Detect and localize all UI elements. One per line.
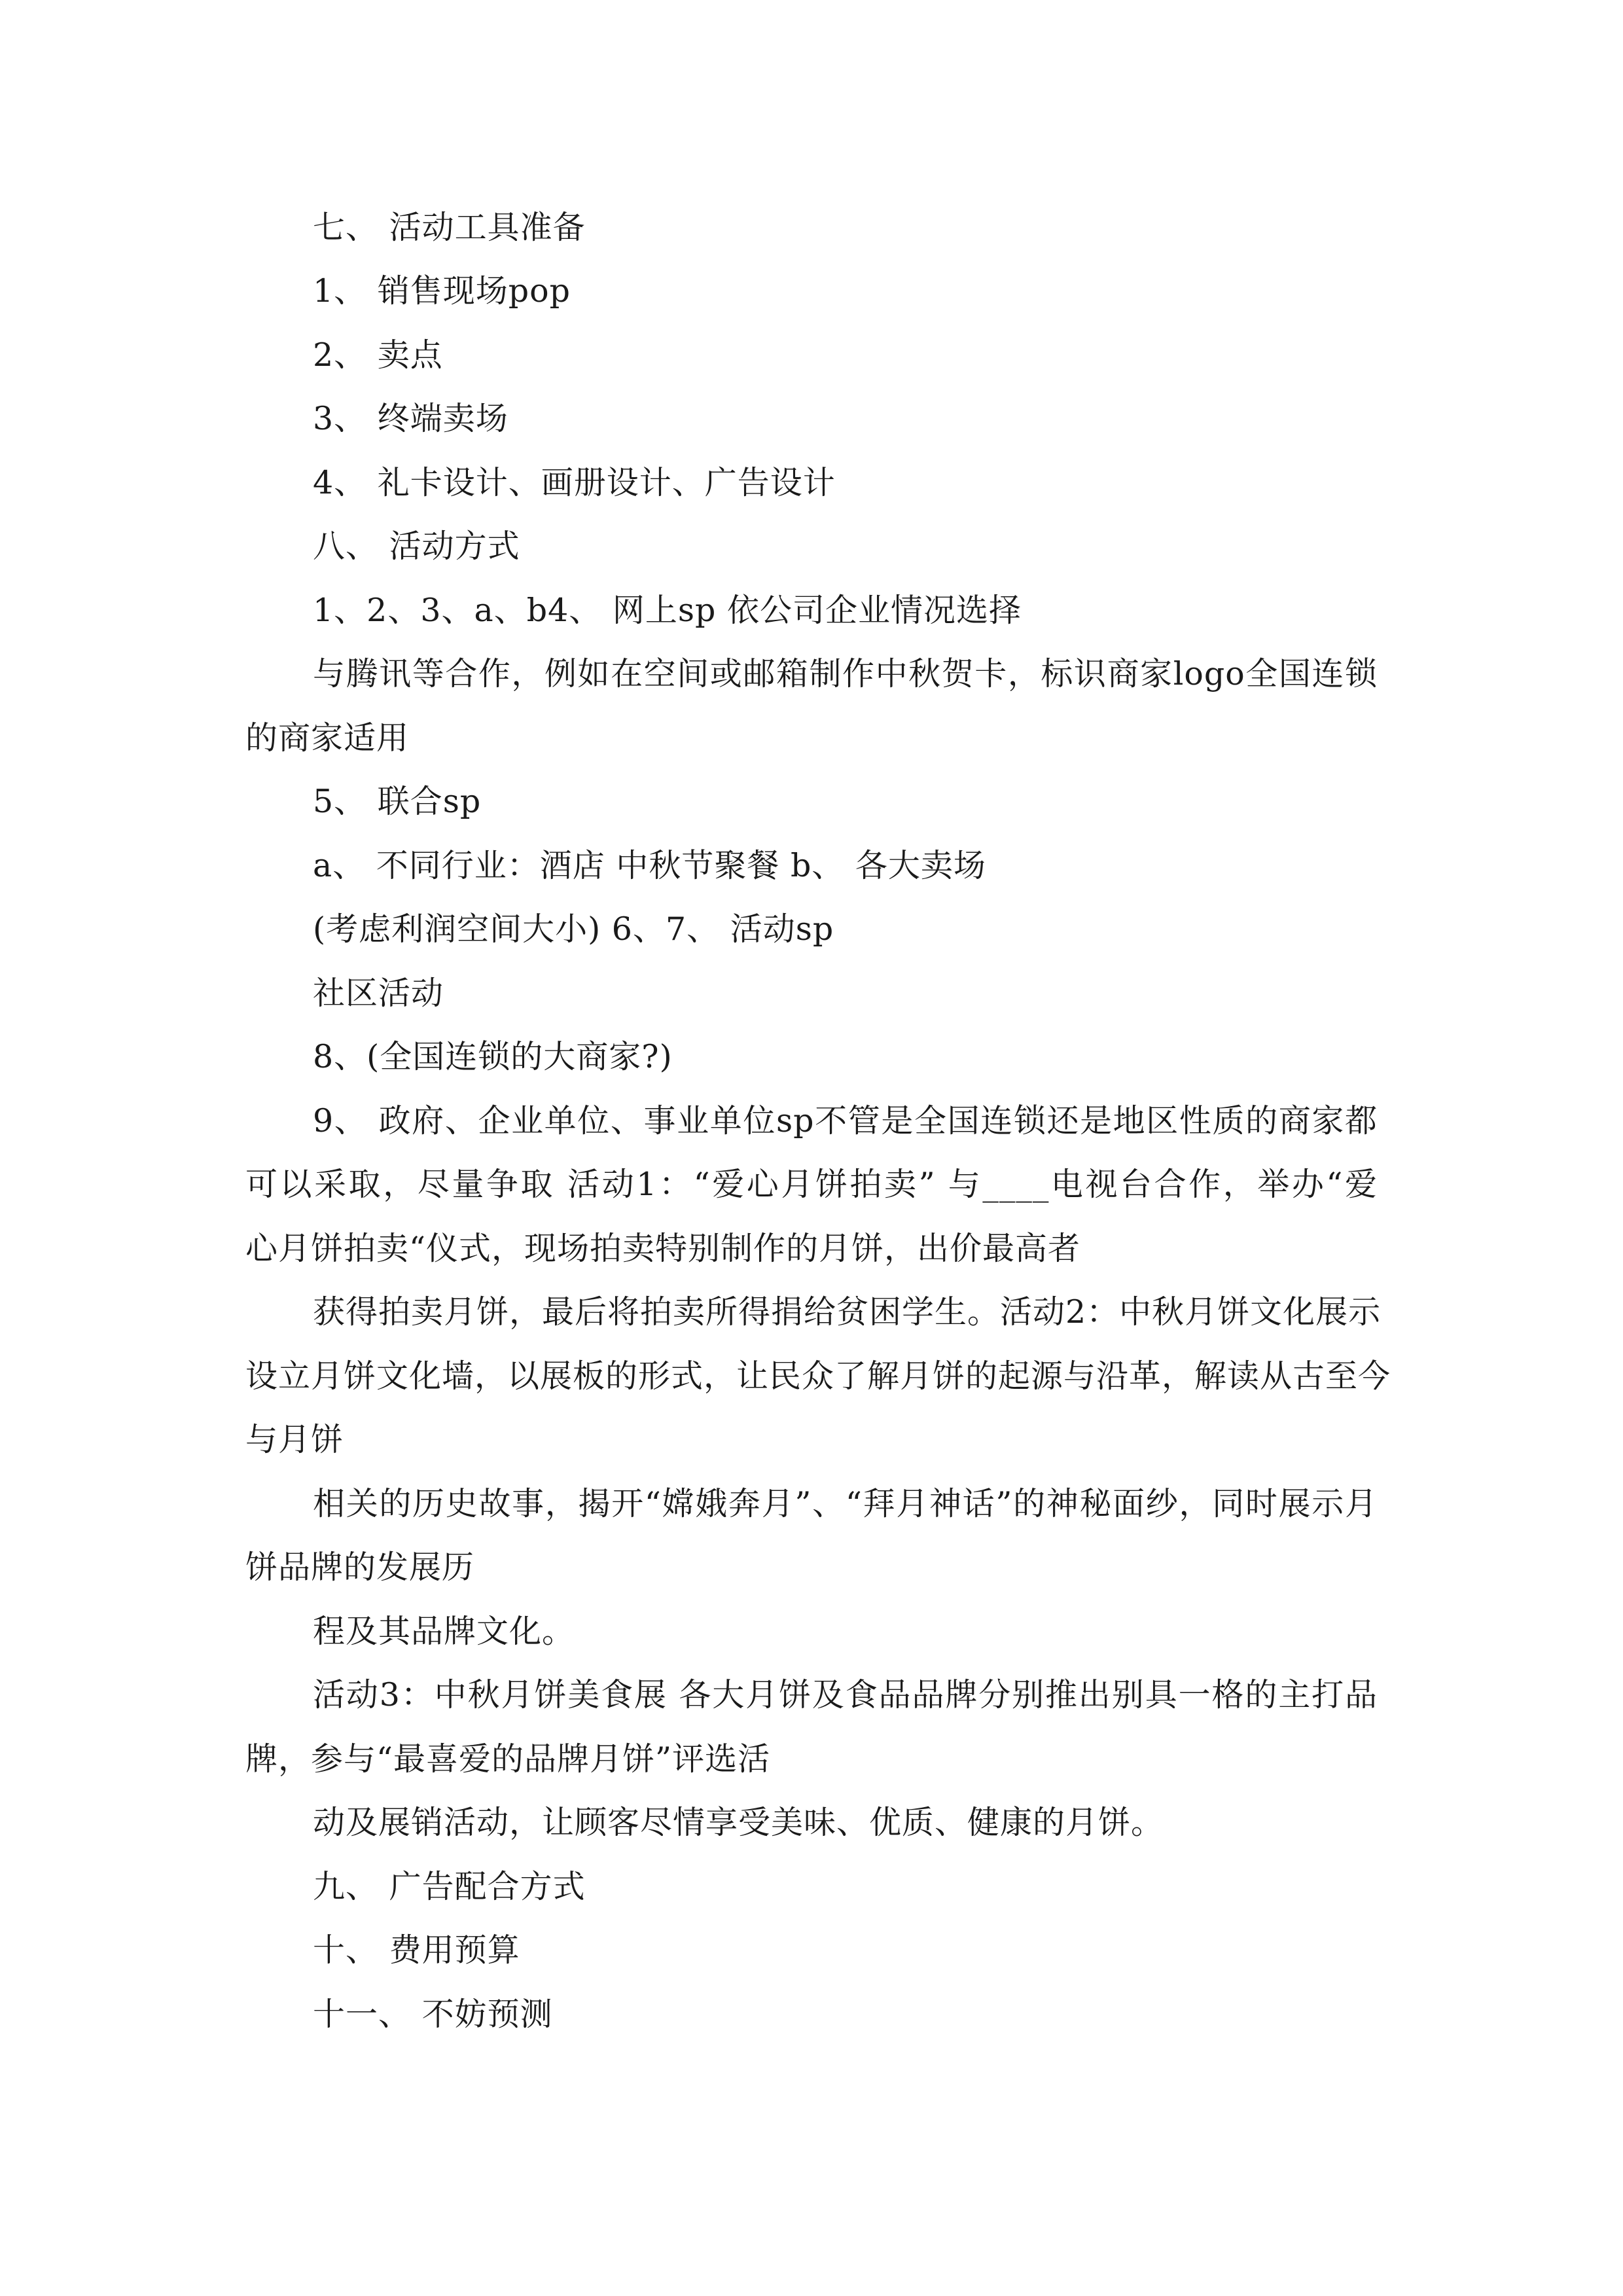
list-item-3: 3、 终端卖场: [313, 400, 508, 437]
paragraph-line: 饼品牌的发展历: [245, 1549, 475, 1586]
paragraph-line: 的商家适用: [245, 719, 410, 757]
list-item-1: 1、 销售现场pop: [313, 272, 571, 310]
list-item-8: 8、(全国连锁的大商家?): [313, 1038, 673, 1075]
section-10-heading: 十、 费用预算: [313, 1931, 520, 1969]
paragraph-line: 社区活动: [313, 975, 444, 1012]
list-item-4: 4、 礼卡设计、画册设计、广告设计: [313, 464, 836, 501]
paragraph-line: 程及其品牌文化。: [313, 1613, 575, 1650]
section-9-heading: 九、 广告配合方式: [313, 1868, 586, 1905]
list-item-9: 9、 政府、企业单位、事业单位sp不管是全国连锁还是地区性质的商家都: [313, 1102, 1378, 1139]
paragraph-line: 心月饼拍卖“仪式，现场拍卖特别制作的月饼，出价最高者: [245, 1230, 1081, 1267]
paragraph-line: 牌，参与“最喜爱的品牌月饼”评选活: [245, 1740, 771, 1778]
section-11-heading: 十一、 不妨预测: [313, 1996, 553, 2033]
paragraph-line: 与腾讯等合作，例如在空间或邮箱制作中秋贺卡，标识商家logo全国连锁: [313, 655, 1378, 692]
list-item-5: 5、 联合sp: [313, 783, 482, 820]
paragraph-line: 获得拍卖月饼，最后将拍卖所得捐给贫困学生。活动2：中秋月饼文化展示: [313, 1293, 1382, 1331]
paragraph-line: 1、2、3、a、b4、 网上sp 依公司企业情况选择: [313, 592, 1022, 629]
paragraph-line: a、 不同行业：酒店 中秋节聚餐 b、 各大卖场: [313, 847, 986, 884]
paragraph-line: 设立月饼文化墙，以展板的形式，让民众了解月饼的起源与沿革，解读从古至今: [245, 1357, 1391, 1395]
list-item-2: 2、 卖点: [313, 336, 443, 374]
paragraph-line: 活动3：中秋月饼美食展 各大月饼及食品品牌分别推出别具一格的主打品: [313, 1676, 1378, 1713]
paragraph-line: 相关的历史故事，揭开“嫦娥奔月”、“拜月神话”的神秘面纱，同时展示月: [313, 1485, 1378, 1522]
paragraph-line: 可以采取，尽量争取 活动1：“爱心月饼拍卖” 与____电视台合作，举办“爱: [245, 1166, 1378, 1203]
paragraph-line: 动及展销活动，让顾客尽情享受美味、优质、健康的月饼。: [313, 1804, 1164, 1841]
paragraph-line: (考虑利润空间大小) 6、7、 活动sp: [313, 910, 834, 948]
section-7-heading: 七、 活动工具准备: [313, 209, 586, 246]
section-8-heading: 八、 活动方式: [313, 528, 520, 565]
paragraph-line: 与月饼: [245, 1421, 344, 1458]
